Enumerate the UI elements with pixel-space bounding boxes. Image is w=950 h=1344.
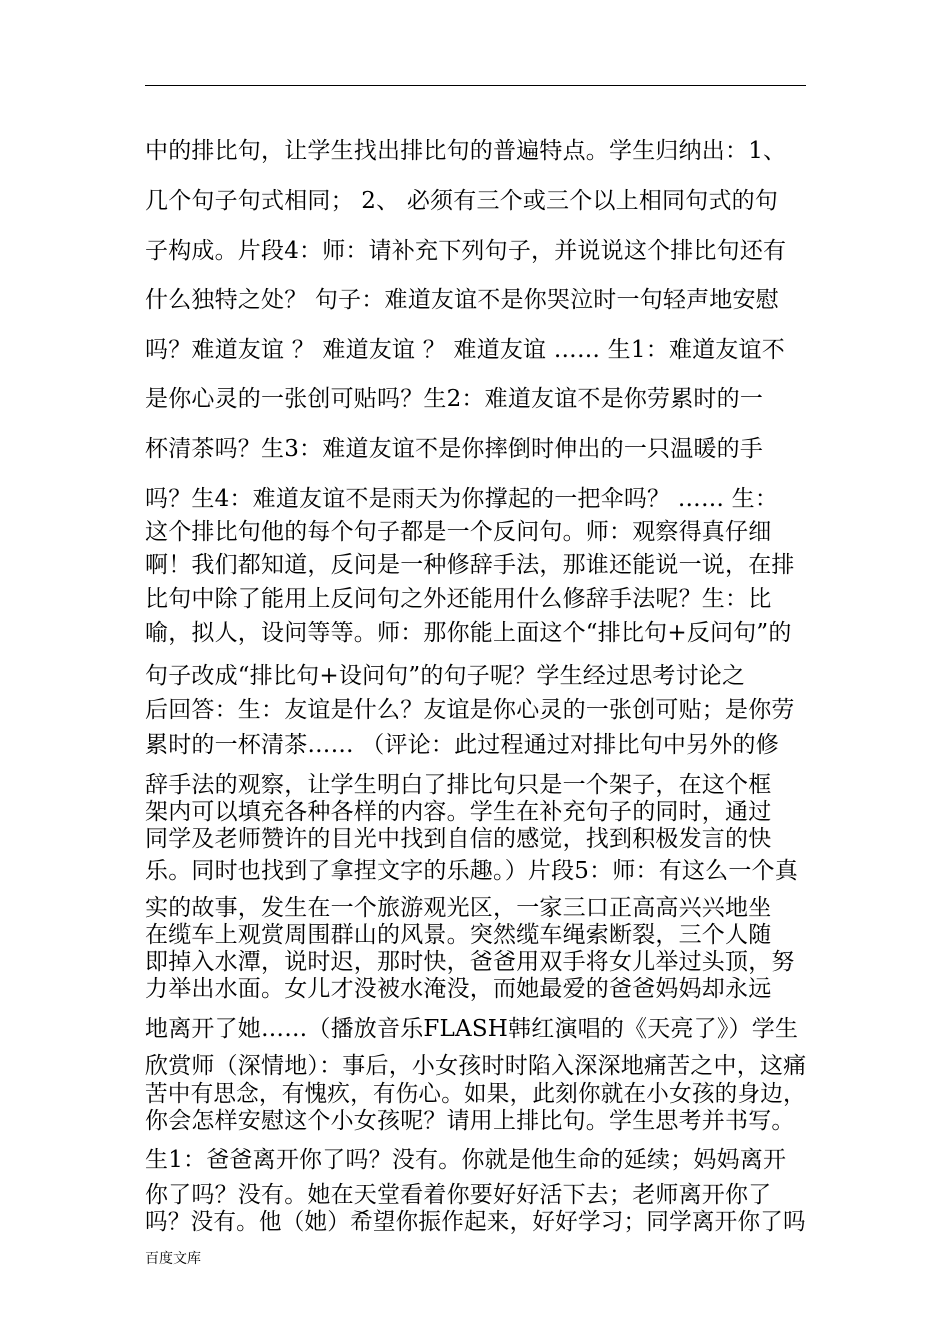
text-line: 架内可以填充各种各样的内容。学生在补充句子的同时，通过 xyxy=(145,799,772,825)
text-line: 生1：爸爸离开你了吗？没有。你就是他生命的延续；妈妈离开 xyxy=(145,1147,787,1173)
text-line: 同学及老师赞许的目光中找到自信的感觉，找到积极发言的快 xyxy=(145,826,772,852)
text-line: 啊！我们都知道，反问是一种修辞手法，那谁还能说一说，在排 xyxy=(145,552,795,578)
text-line: 吗？没有。他（她）希望你振作起来，好好学习；同学离开你了吗 xyxy=(145,1209,806,1235)
text-line: 吗？难道友谊 ？ 难道友谊 ？ 难道友谊 …… 生1：难道友谊不 xyxy=(145,337,785,363)
text-line: 累时的一杯清茶…… （评论：此过程通过对排比句中另外的修 xyxy=(145,732,779,758)
text-line: 你会怎样安慰这个小女孩呢？请用上排比句。学生思考并书写。 xyxy=(145,1108,795,1134)
text-line: 子构成。片段4：师：请补充下列句子，并说说这个排比句还有 xyxy=(145,238,787,264)
text-line: 你了吗？没有。她在天堂看着你要好好活下去；老师离开你了 xyxy=(145,1182,772,1208)
text-line: 苦中有思念，有愧疚，有伤心。如果，此刻你就在小女孩的身边， xyxy=(145,1081,806,1107)
text-line: 欣赏师（深情地）：事后，小女孩时时陷入深深地痛苦之中，这痛 xyxy=(145,1053,807,1079)
text-line: 即掉入水潭，说时迟，那时快，爸爸用双手将女儿举过头顶，努 xyxy=(145,949,795,975)
text-line: 比句中除了能用上反问句之外还能用什么修辞手法呢？生：比 xyxy=(145,586,772,612)
text-line: 吗？生4：难道友谊不是雨天为你撑起的一把伞吗？ …… 生： xyxy=(145,486,779,512)
text-line: 杯清茶吗？生3：难道友谊不是你摔倒时伸出的一只温暖的手 xyxy=(145,436,764,462)
text-line: 这个排比句他的每个句子都是一个反问句。师：观察得真仔细 xyxy=(145,519,772,545)
text-line: 什么独特之处？ 句子：难道友谊不是你哭泣时一句轻声地安慰 xyxy=(145,287,779,313)
text-line: 中的排比句，让学生找出排比句的普遍特点。学生归纳出：1、 xyxy=(145,138,787,164)
text-line: 乐。同时也找到了拿捏文字的乐趣。）片段5：师：有这么一个真 xyxy=(145,858,798,884)
text-line: 是你心灵的一张创可贴吗？生2：难道友谊不是你劳累时的一 xyxy=(145,386,764,412)
text-line: 后回答：生：友谊是什么？友谊是你心灵的一张创可贴；是你劳 xyxy=(145,697,795,723)
text-line: 句子改成“排比句+设问句”的句子呢？学生经过思考讨论之 xyxy=(145,663,746,689)
text-line: 喻，拟人，设问等等。师：那你能上面这个“排比句+反问句”的 xyxy=(145,620,792,646)
footer-label: 百度文库 xyxy=(145,1251,201,1267)
text-line: 实的故事，发生在一个旅游观光区，一家三口正高高兴兴地坐 xyxy=(145,895,772,921)
text-line: 辞手法的观察，让学生明白了排比句只是一个架子，在这个框 xyxy=(145,772,772,798)
text-line: 几个句子句式相同； 2、 必须有三个或三个以上相同句式的句 xyxy=(145,188,779,214)
text-line: 力举出水面。女儿才没被水淹没，而她最爱的爸爸妈妈却永远 xyxy=(145,976,772,1002)
text-line: 在缆车上观赏周围群山的风景。突然缆车绳索断裂，三个人随 xyxy=(145,922,772,948)
text-line: 地离开了她……（播放音乐FLASH韩红演唱的《天亮了》）学生 xyxy=(145,1016,799,1042)
